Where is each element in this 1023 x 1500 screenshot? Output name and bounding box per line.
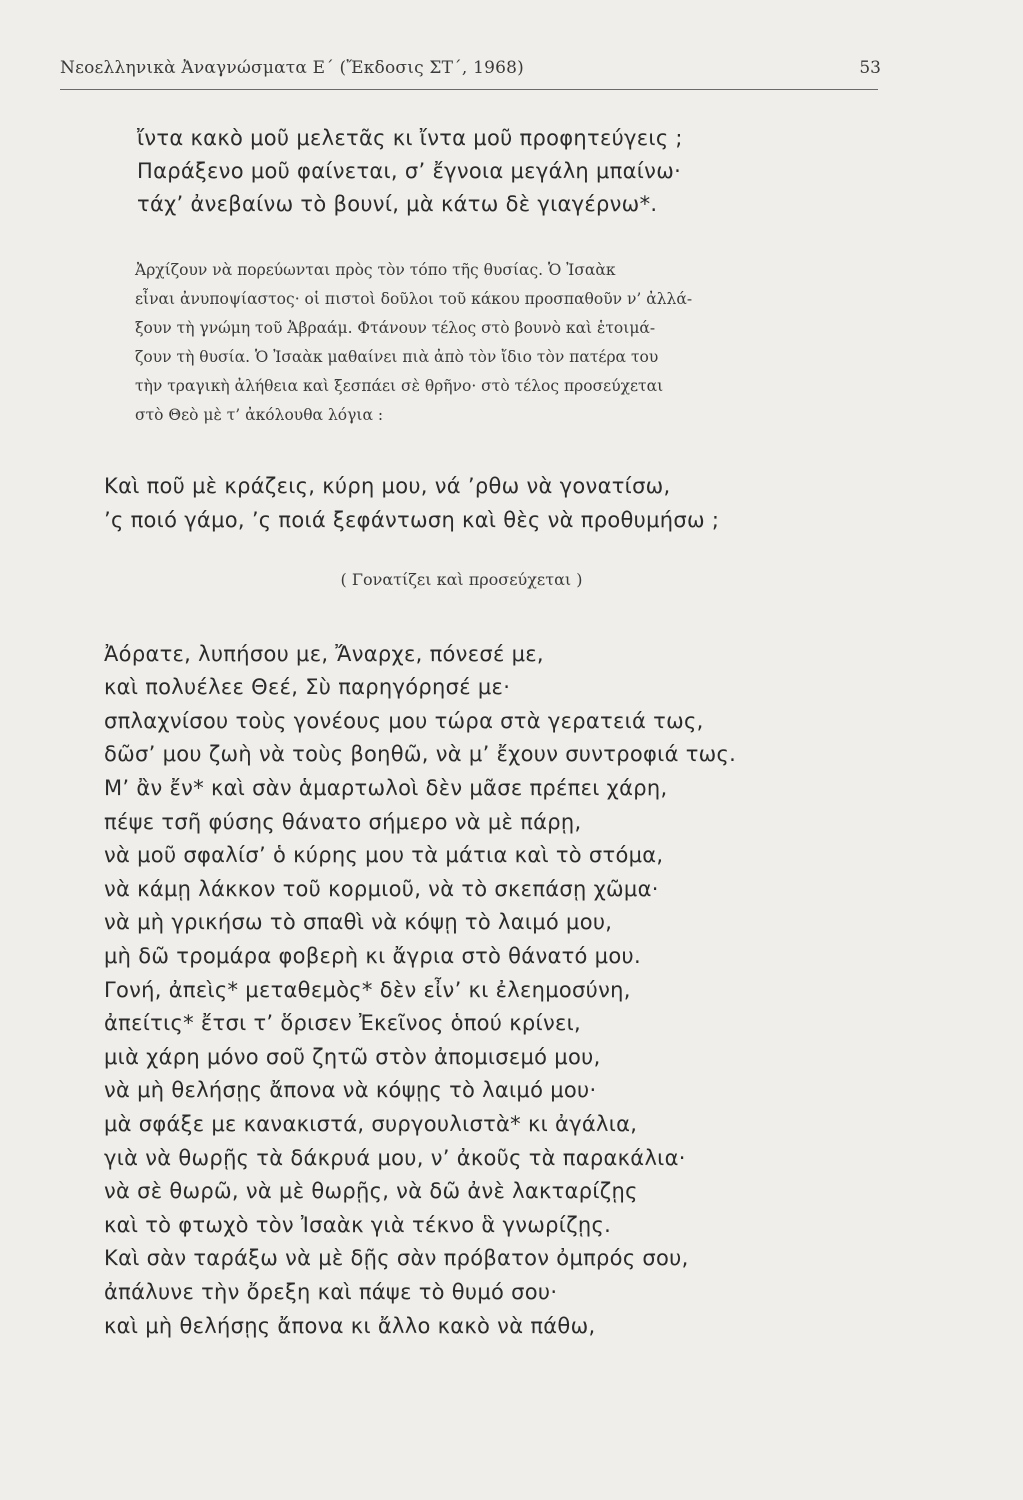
verse-line: δῶσ’ μου ζωὴ νὰ τοὺς βοηθῶ, νὰ μ’ ἔχουν συντροφιά τως. bbox=[104, 742, 737, 766]
verse-line: πέψε τσῆ φύσης θάνατο σήμερο νὰ μὲ πάρῃ, bbox=[104, 810, 582, 834]
verse-line: Καὶ ποῦ μὲ κράζεις, κύρη μου, νά ’ρθω νὰ γονατίσω, bbox=[104, 474, 671, 498]
verse-line: καὶ μὴ θελήσῃς ἄπονα κι ἄλλο κακὸ νὰ πάθω, bbox=[104, 1314, 596, 1338]
verse-line: νὰ μοῦ σφαλίσ’ ὁ κύρης μου τὰ μάτια καὶ τὸ στόμα, bbox=[104, 843, 664, 867]
running-title: Νεοελληνικὰ Ἀναγνώσματα Ε΄ (Ἔκδοσις ΣΤ΄, 1968) bbox=[60, 58, 524, 78]
page-number: 53 bbox=[859, 58, 881, 78]
verse-line: καὶ πολυέλεε Θεέ, Σὺ παρηγόρησέ με· bbox=[104, 675, 511, 699]
prose-line: Ἀρχίζουν νὰ πορεύωνται πρὸς τὸν τόπο τῆς θυσίας. Ὁ Ἰσαὰκ bbox=[135, 261, 616, 279]
verse-line: Παράξενο μοῦ φαίνεται, σ’ ἔγνοια μεγάλη μπαίνω· bbox=[137, 159, 682, 183]
verse-line: Καὶ σὰν ταράξω νὰ μὲ δῇς σὰν πρόβατον ὀμπρός σου, bbox=[104, 1246, 689, 1270]
prose-line: εἶναι ἀνυποψίαστος· οἱ πιστοὶ δοῦλοι τοῦ κάκου προσπαθοῦν ν’ ἀλλά- bbox=[135, 290, 693, 308]
verse-line: ἀπείτις* ἔτσι τ’ ὅρισεν Ἐκεῖνος ὁπού κρίνει, bbox=[104, 1011, 582, 1035]
verse-line: νὰ σὲ θωρῶ, νὰ μὲ θωρῇς, νὰ δῶ ἀνὲ λακταρίζῃς bbox=[104, 1179, 638, 1203]
verse-line: καὶ τὸ φτωχὸ τὸν Ἰσαὰκ γιὰ τέκνο ἃ γνωρίζῃς. bbox=[104, 1213, 612, 1237]
stage-direction bbox=[0, 570, 1023, 589]
verse-line: μιὰ χάρη μόνο σοῦ ζητῶ στὸν ἀπομισεμό μου, bbox=[104, 1045, 601, 1069]
prose-summary bbox=[135, 256, 895, 430]
verse-line: ἀπάλυνε τὴν ὄρεξη καὶ πάψε τὸ θυμό σου· bbox=[104, 1280, 558, 1304]
verse-line: νὰ μὴ γρικήσω τὸ σπαθὶ νὰ κόψῃ τὸ λαιμό μου, bbox=[104, 910, 613, 934]
prose-line: ξουν τὴ γνώμη τοῦ Ἀβραάμ. Φτάνουν τέλος στὸ βουνὸ καὶ ἑτοιμά- bbox=[135, 319, 656, 337]
prose-line: ζουν τὴ θυσία. Ὁ Ἰσαὰκ μαθαίνει πιὰ ἀπὸ τὸν ἴδιο τὸν πατέρα του bbox=[135, 348, 659, 366]
verse-line: σπλαχνίσου τοὺς γονέους μου τώρα στὰ γερατειά τως, bbox=[104, 709, 704, 733]
prose-line: τὴν τραγικὴ ἀλήθεια καὶ ξεσπάει σὲ θρῆνο· στὸ τέλος προσεύχεται bbox=[135, 377, 664, 395]
prose-line: στὸ Θεὸ μὲ τ’ ἀκόλουθα λόγια : bbox=[135, 406, 384, 424]
verse-line: γιὰ νὰ θωρῇς τὰ δάκρυά μου, ν’ ἀκοῦς τὰ παρακάλια· bbox=[104, 1146, 686, 1170]
verse-line: ’ς ποιό γάμο, ’ς ποιά ξεφάντωση καὶ θὲς νὰ προθυμήσω ; bbox=[104, 508, 720, 532]
verse-line: τάχ’ ἀνεβαίνω τὸ βουνί, μὰ κάτω δὲ γιαγέρνω*. bbox=[137, 192, 658, 216]
verse-line: νὰ κάμῃ λάκκον τοῦ κορμιοῦ, νὰ τὸ σκεπάσῃ χῶμα· bbox=[104, 877, 659, 901]
header-rule bbox=[60, 89, 878, 90]
verse-line: ἴντα κακὸ μοῦ μελετᾶς κι ἴντα μοῦ προφητεύγεις ; bbox=[137, 126, 683, 150]
verse-line: Γονή, ἀπεὶς* μεταθεμὸς* δὲν εἶν’ κι ἐλεημοσύνη, bbox=[104, 978, 631, 1002]
verse-line: νὰ μὴ θελήσῃς ἄπονα νὰ κόψῃς τὸ λαιμό μου· bbox=[104, 1078, 597, 1102]
verse-line: Μ’ ἂν ἔν* καὶ σὰν ἁμαρτωλοὶ δὲν μᾶσε πρέπει χάρη, bbox=[104, 776, 668, 800]
verse-line: μὴ δῶ τρομάρα φοβερὴ κι ἄγρια στὸ θάνατό μου. bbox=[104, 944, 641, 968]
verse-line: μὰ σφάξε με κανακιστά, συργουλιστὰ* κι ἀγάλια, bbox=[104, 1112, 638, 1136]
verse-line: Ἀόρατε, λυπήσου με, Ἄναρχε, πόνεσέ με, bbox=[104, 642, 544, 666]
stage-direction-text: ( Γονατίζει καὶ προσεύχεται ) bbox=[340, 570, 583, 589]
